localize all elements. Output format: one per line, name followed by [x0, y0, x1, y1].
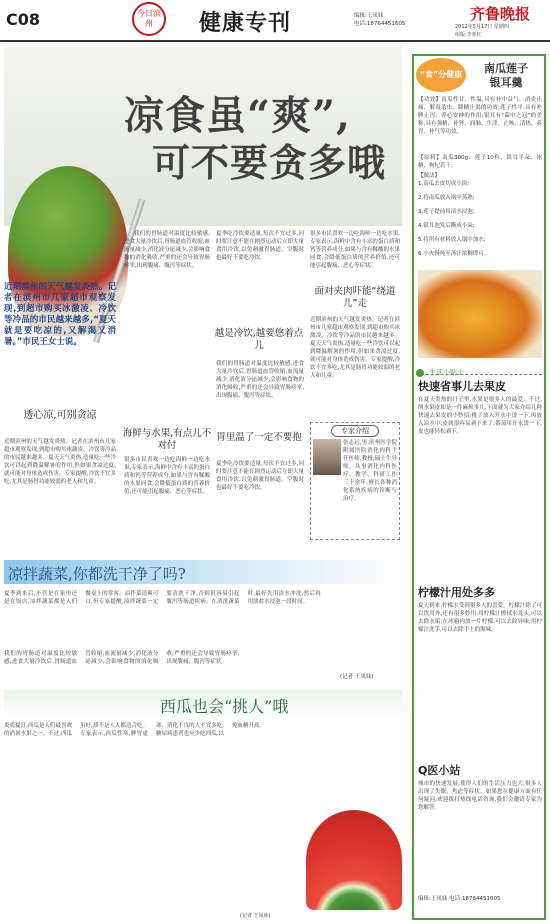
recipe-title-1: 南瓜莲子 — [484, 62, 528, 75]
quick-title: 快速省事儿去果皮 — [418, 380, 506, 393]
subhead-2: 越是冷饮,越要悠着点儿 — [214, 328, 304, 351]
section-b-byline: (记者 王凤妹) — [240, 913, 271, 919]
date-line — [455, 23, 509, 39]
quick-text: 在夏天炎热的日子里,水果是很多人的最爱。不过,削水果皮却是一件麻烦事儿,下面就为大家介绍几种快速去果皮的小妙招:桃子放入开水中烫一下,再放入凉水中,皮就很容易剥下来了;番茄用开水烫一下,皮也能轻松剥下。 — [418, 397, 542, 435]
date: 2012年5月17日 星期四 — [455, 24, 509, 30]
col5-text: 很多市民喜欢一边吃海鲜一边吃水果,专家表示,海鲜中含有丰富的蛋白质和钙等营养成分,如果与含有鞣酸的水果同食,会降低蛋白质的营养价值,还可能引起腹痛、恶心等症状。 — [310, 231, 400, 269]
editor-phone: 电话:18764451605 — [354, 21, 406, 27]
section-b-title: 西瓜也会“挑人”哦 — [160, 697, 289, 716]
main-article — [4, 46, 402, 544]
recipe-steps-title: 【做法】 — [418, 173, 441, 179]
editor-name: 编辑:王凤妹 — [354, 13, 384, 19]
sidebar-badge — [416, 58, 466, 92]
section-title: 健康专刊 — [199, 10, 292, 36]
logo-text: 今日滨州 — [137, 9, 161, 28]
watermelon-image — [306, 810, 402, 910]
expert-title: 专家介绍 — [331, 425, 379, 437]
col3c-text: 夏季吃冷饮要适量,每次不宜过多,同时要注意不能在剧烈运动后立即大量食用冷饮,以免刺激胃肠道。空腹时也最好不要吃冷饮。 — [216, 461, 304, 491]
expert-text: 张志远,男,滨州医学院附属医院消化内科主任医师,教授,硕士生导师。从事消化内科医疗、教学、科研工作三十余年,擅长各种消化系统疾病的诊断与治疗。 — [343, 440, 397, 502]
recipe-intro: 【功效】南瓜性甘、性温,具有补中益气、消炎止痛、解毒杀虫、降糖止渴的功效;莲子性平,具有补脾止泻、养心安神的作用;银耳有“菌中之冠”的美称,具有强精、补肾、润肺、生津、止咳、清热、养胃、补气等功效。 — [418, 97, 542, 135]
main-title-line2: 可不要贪多哦 — [152, 140, 387, 185]
col5b-text: 近期滨州的天气越发炎热。记者在滨州市几家超市观察发现,到超市购买冰激凌、冷饮等冷品的市民越来越多。夏天天气炎热,适量吃一些冷饮可以起到降温解暑的作用,但如果贪凉过度,就可能对身体造成伤害。专家提醒,冷饮不宜多吃,尤其是肠胃功能较弱的老人和儿童。 — [310, 317, 400, 379]
proof: 组版:李亚红 — [455, 32, 482, 38]
recipe-ingredients: 【原料】南瓜300g、莲子10粒、银耳半朵、冰糖、枸杞若干。 — [418, 155, 542, 169]
recipe-step: 1.南瓜去皮切成小块; — [418, 181, 470, 187]
recipe-title-2: 银耳羹 — [489, 76, 523, 89]
section-a-byline: (记者 王凤妹) — [340, 674, 374, 680]
lemon-text: 夏天到来,柠檬水受到很多人的喜爱。柠檬汁除了可以饮用外,还有很多妙用:用柠檬汁擦拭水龙头,可以去除水垢;在冰箱内放一片柠檬,可以去除异味;用柠檬汁洗手,可以去除手上的腥味。 — [418, 603, 542, 633]
col3b-text: 我们的胃肠道对温度比较敏感,进食大量冷饮后,胃肠道血管收缩,血流量减少,消化液分泌减少,会影响食物的消化吸收,严重的还会导致胃肠痉挛,出现腹痛、腹泻等症状。 — [216, 361, 304, 399]
recipe-step: 3.莲子提前用清水浸泡; — [418, 209, 475, 215]
col1-text: 近期滨州的天气越发炎热。记者在滨州市几家超市观察发现,到超市购买冰激凌、冷饮等冷品的市民越来越多。夏天天气炎热,适量吃一些冷饮可以起到降温解暑的作用,但如果贪凉过度,就可能对身体造成伤害。专家提醒,冷饮不宜多吃,尤其是肠胃功能较弱的老人和儿童。 — [4, 439, 116, 485]
header — [0, 0, 550, 44]
section-a-text-2: 我们的胃肠道对温度比较敏感,进食大量冷饮后,胃肠道血管收缩,血流量减少,消化液分泌减少,会影响食物的消化吸收,严重的还会导致胃肠痉挛,出现腹痛、腹泻等症状。 — [4, 651, 240, 665]
expert-box — [310, 422, 400, 540]
header-rule — [0, 40, 550, 42]
subhead-4: 胃里温了一定不要抱 — [216, 432, 302, 443]
qa-contact: 编辑:王凤妹 电话:18764451605 — [418, 896, 501, 902]
main-title-line1: 凉食虽“爽”, — [124, 92, 351, 139]
expert-photo — [313, 439, 341, 475]
lead-text: 近期滨州的天气越发炎热。记者在滨州市几家超市观察发现,到超市购买冰激凌、冷饮等冷品的市民越来越多,“夏天就是要吃凉的,又解渴又消暑。”市民王女士说。 — [4, 282, 116, 347]
subhead-1: 透心凉,可别贪凉 — [23, 410, 97, 421]
subhead-5: 面对夹肉吓能“绕道儿”走 — [314, 286, 396, 309]
section-a-title: 凉拌蔬菜,你都洗干净了吗? — [8, 565, 186, 583]
col2-text: 我们的胃肠道对温度比较敏感,进食大量冷饮后,胃肠道血管收缩,血流量减少,消化液分泌减少,会影响食物的消化吸收,严重的还会导致胃肠痉挛,出现腹痛、腹泻等症状。 — [124, 231, 210, 269]
recipe-step: 4.银耳泡发后撕成小朵; — [418, 223, 475, 229]
tip-icon — [416, 369, 424, 377]
tip-header — [416, 362, 542, 375]
sidebar-badge-text: “食”分健康 — [419, 70, 463, 79]
recipe-step: 5.将所有材料放入锅中加水; — [418, 237, 486, 243]
recipe-steps — [418, 180, 542, 258]
col3-text: 夏季吃冷饮要适量,每次不宜过多,同时要注意不能在剧烈运动后立即大量食用冷饮,以免刺激胃肠道。空腹时也最好不要吃冷饮。 — [216, 231, 304, 261]
recipe-step: 6.小火慢炖至汤汁浓稠即可。 — [418, 251, 490, 257]
section-b-text: 炎炎夏日,西瓜是人们最喜欢的消暑水果之一。不过,西瓜虽好,却不是人人都适合吃。专家表示,西瓜性寒,脾胃虚寒、消化不良的人不宜多吃;糖尿病患者也应少吃西瓜,以免血糖升高。 — [4, 723, 266, 737]
paper-name: 齐鲁晚报 — [470, 5, 531, 23]
recipe-step: 2.将南瓜放入锅中蒸熟; — [418, 195, 475, 201]
tip-title: 生活小贴士 — [429, 368, 465, 377]
editor-info — [354, 12, 405, 28]
qa-title: Q医小站 — [418, 764, 461, 777]
recipe-photo — [418, 270, 542, 358]
col4-text: 很多市民喜欢一边吃海鲜一边吃水果,专家表示,海鲜中含有丰富的蛋白质和钙等营养成分,如果与含有鞣酸的水果同食,会降低蛋白质的营养价值,还可能引起腹痛、恶心等症状。 — [124, 457, 210, 495]
section-a-text: 夏季到来后,不管是在家里还是在饭店,凉拌蔬菜都是人们餐桌上的常客。凉拌菜清爽可口,但专家提醒,凉拌蔬菜一定要清洗干净,否则很容易引起腹泻等肠道疾病。在清洗蔬菜时,最好先用清水冲洗,然后再用淡盐水浸泡一段时间。 — [4, 591, 321, 605]
subhead-3: 海鲜与水果,有点儿不对付 — [122, 428, 212, 451]
logo-badge — [132, 2, 166, 36]
qa-text: 城市的快速发展,使得人们的生活压力也大,很多人出现了失眠、焦虑等症状。如果您在健康方面有任何疑问,欢迎拨打热线电话咨询,我们会邀请专家为您解答。 — [418, 781, 542, 811]
lemon-title: 柠檬汁用处多多 — [418, 586, 495, 599]
page-number: C08 — [6, 10, 41, 29]
